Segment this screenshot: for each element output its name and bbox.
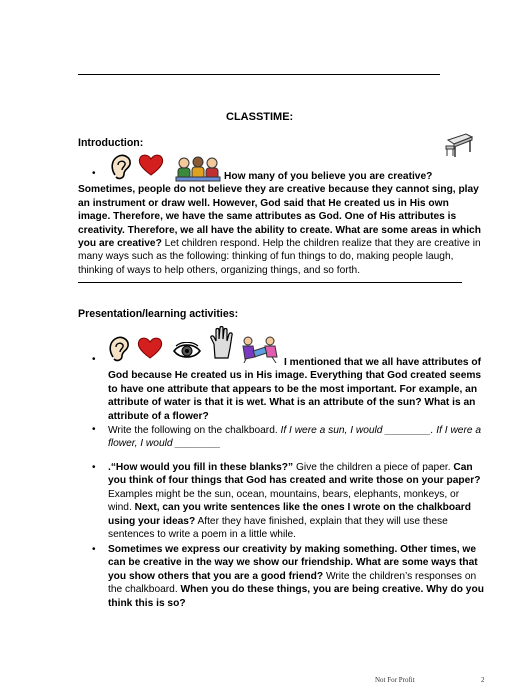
footer-note: Not For Profit [375,676,415,684]
presentation-bullet-3 [108,461,484,541]
top-divider [78,74,440,75]
bullet-dot: • [92,424,96,435]
introduction-instructions: Let children respond. Help the children realize that they are creative in many ways such as the following: thinking of fun things to do, making people laugh, thinking of ways to help others, organizing things, and so forth. [78,238,481,276]
presentation-heading: Presentation/learning activities: [78,308,239,320]
bullet-2-instruction: Write the following on the chalkboard. [108,425,278,436]
bullet-3-text-3: After they have finished, explain that they will use these sentences to write a poem in a little while. [108,515,448,541]
middle-divider [78,282,462,283]
presentation-bullet-4 [108,543,484,610]
bullet-dot: • [92,354,96,365]
presentation-bullet-2 [108,424,484,451]
bullet-2-sentence-stems: If I were a sun, I would ________. If I were a flower, I would ________ [108,425,482,450]
bullet-3-lead: .“How would you fill in these blanks?” [108,462,294,473]
bullet-dot: • [92,544,96,555]
presentation-bullet-1: I mentioned that we all have attributes of God because He created us in His image. Everything that God created seems to have one attribute that appears to be the most important. For example, an attribute of water is that it is wet. What is an attribute of the sun? What is an attribute of a flower? [108,357,482,422]
bullet-3-bold-1: Can you think of four things that God has created and write those on your paper? [108,462,481,487]
bullet-dot: • [92,462,96,473]
bullet-4-text-1: Write the children’s responses on the chalkboard. [108,570,477,596]
introduction-paragraph [78,170,482,277]
bullet-3-text-2: Examples might be the sun, ocean, mountains, bears, elephants, monkeys, or wind. [108,488,460,514]
page-title: CLASSTIME: [226,111,294,123]
introduction-question: How many of you believe you are creative? Sometimes, people do not believe they are creative because they cannot sing, play an instrument or draw well. However, God said that He created us in His own image. Therefore, we have the same attributes as God. One of His attributes is creativity. Therefore, we all have the ability to create. What are some areas in which you are creative? [78,171,481,250]
bullet-4-bold-2: When you do these things, you are being creative. Why do you think this is so? [108,584,484,609]
page-number: 2 [481,676,485,684]
bullet-3-bold-2: Next, can you write sentences like the ones I wrote on the chalkboard using your ideas? [108,502,471,527]
introduction-heading: Introduction: [78,137,144,149]
desk-icon [444,128,476,160]
bullet-4-bold-1: Sometimes we express our creativity by making something. Other times, we can be creative in the way we show our friendship. What are some ways that you show others that you are a good friend? [108,544,478,582]
hand-icon [209,326,235,360]
bullet-dot: • [92,168,96,179]
bullet-3-text-1: Give the children a piece of paper. [295,462,451,473]
